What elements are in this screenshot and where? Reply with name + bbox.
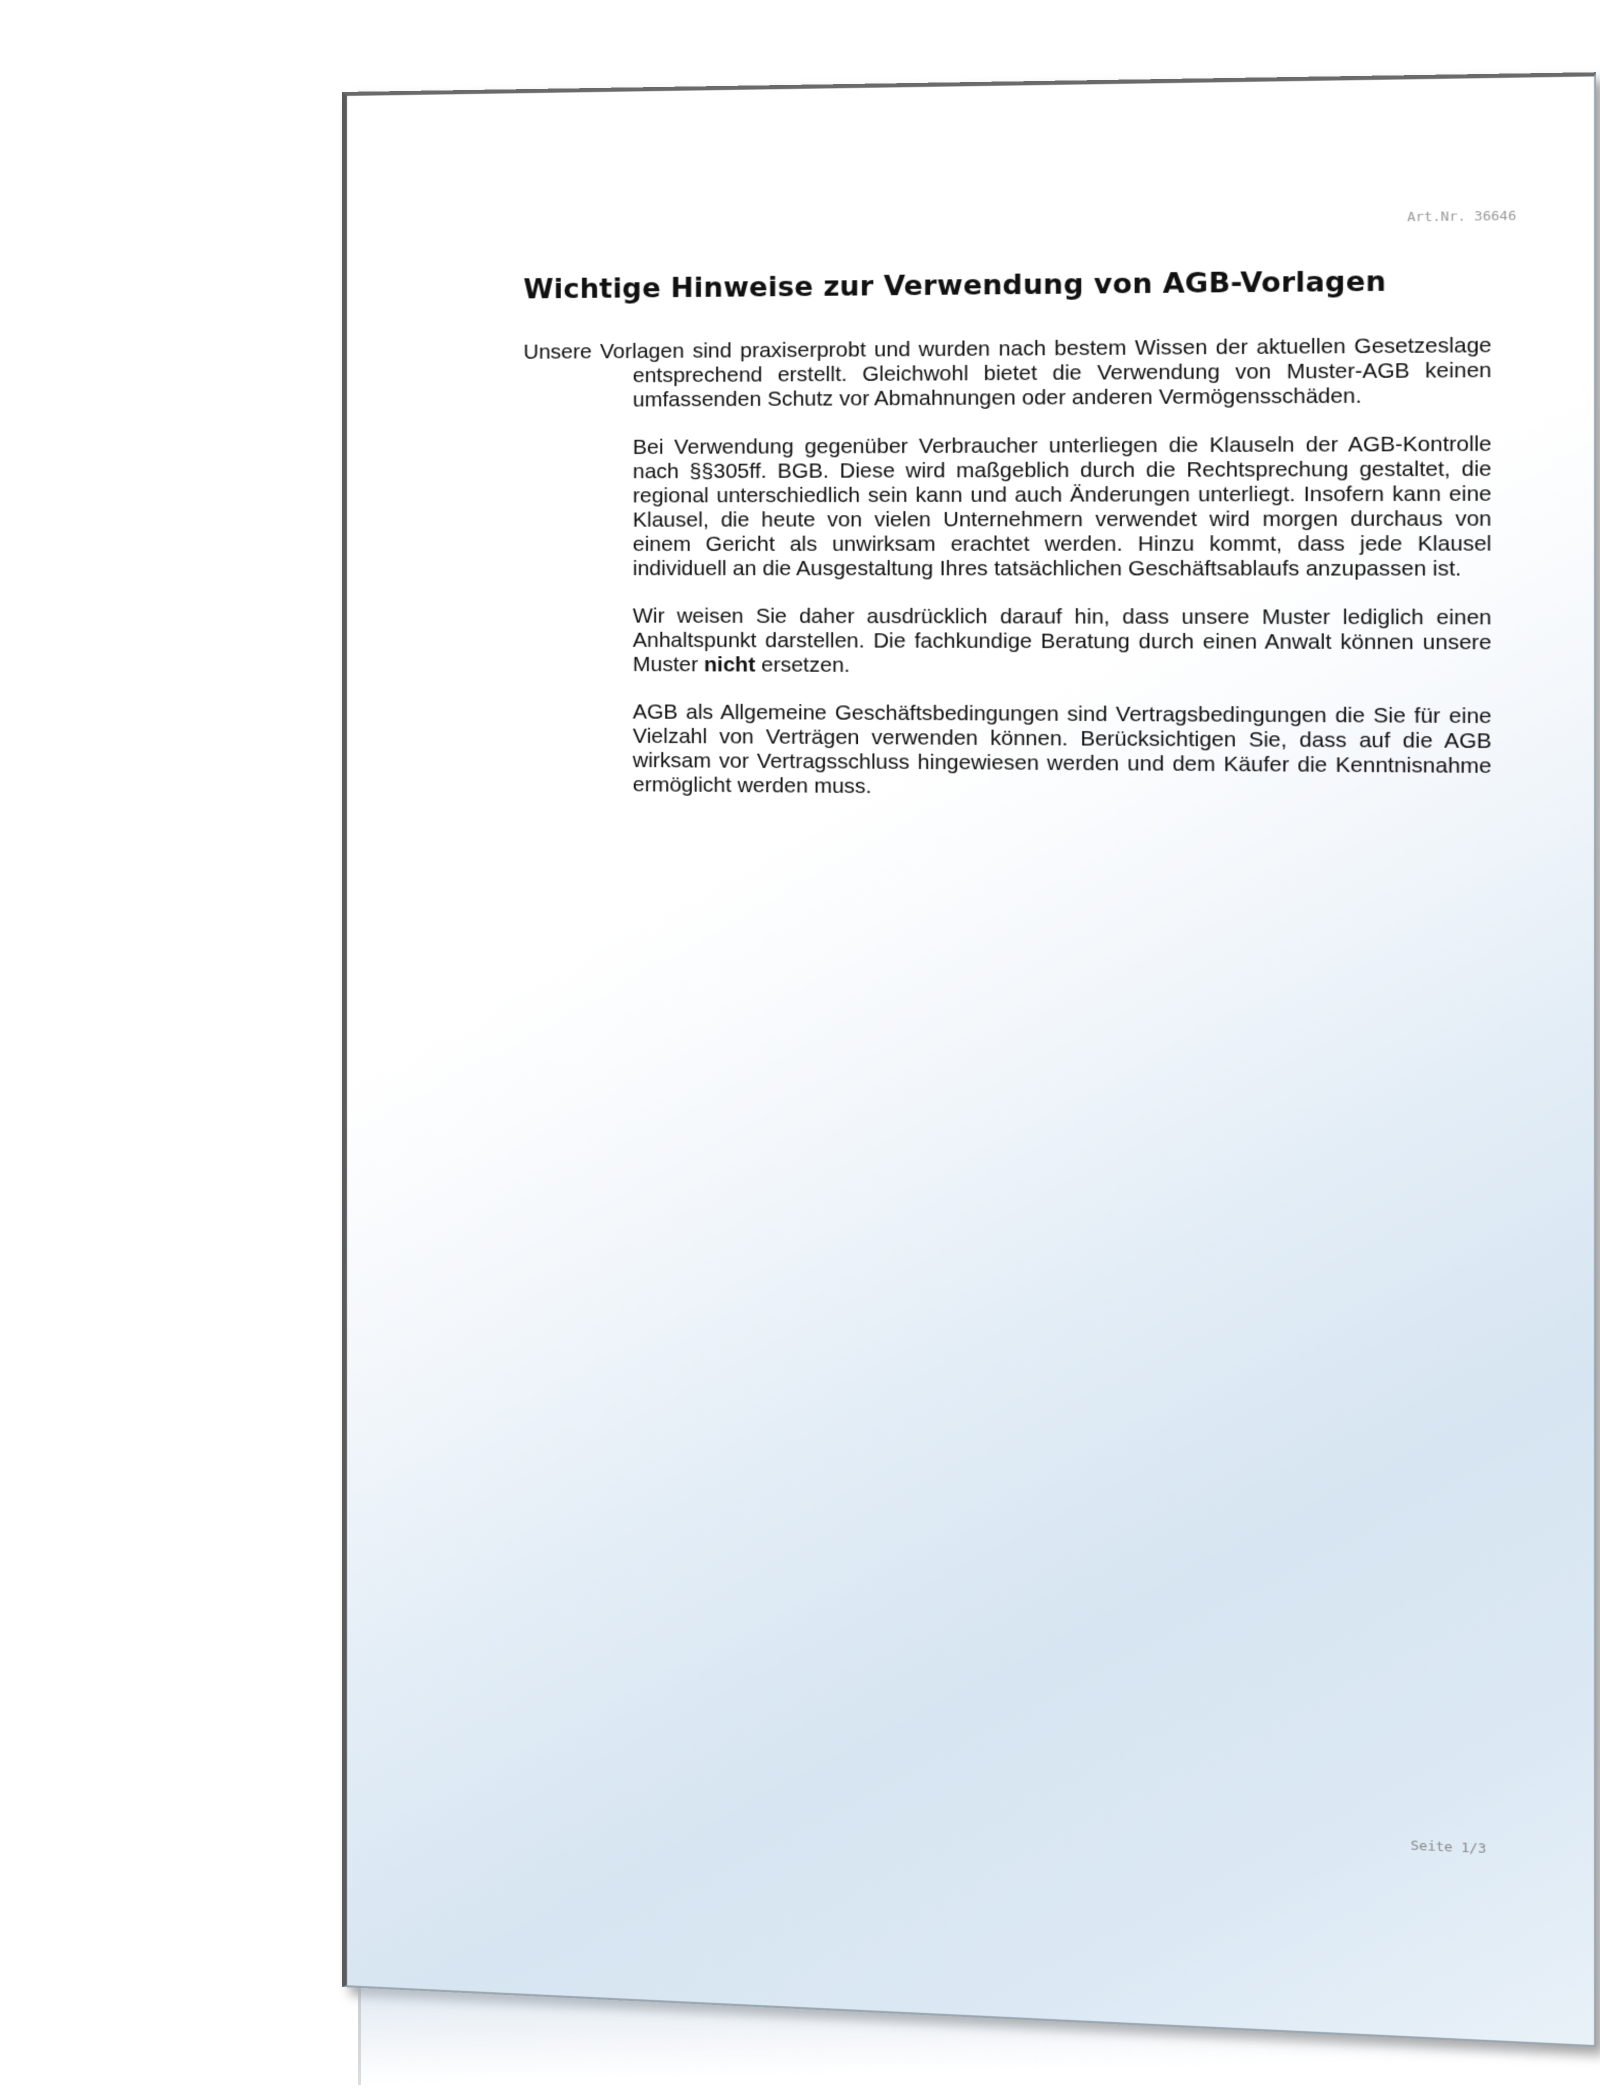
paragraph-3-end: ersetzen. — [755, 653, 851, 677]
page-number: Seite 1/3 — [1410, 1838, 1487, 1858]
document-sheet — [342, 72, 1596, 2047]
paragraph-3-emphasis: nicht — [704, 653, 756, 677]
paragraph-2: Bei Verwendung gegenüber Verbraucher unterliegen die Klauseln der AGB-Kontrolle nach §§305ff. BGB. Diese wird maßgeblich durch die Rechtsprechung gestaltet, die regional unterschiedlich sein kann und auch Änderungen unterliegt. Insofern kann eine Klausel, die heute von vielen Unternehmern verwendet wird morgen durchaus von einem Gericht als unwirksam erachtet werden. Hinzu kommt, dass jede Klausel individuell an die Ausgestaltung Ihres tatsächlichen Geschäftsablaufs anzupassen ist. — [632, 432, 1492, 581]
paragraph-4: AGB als Allgemeine Geschäftsbedingungen sind Vertragsbedingungen die Sie für eine Vielzahl von Verträgen verwenden können. Berücksichtigen Sie, dass auf die AGB wirksam vor Vertragsschluss hingewiesen werden und dem Käufer die Kenntnisnahme ermöglicht werden muss. — [632, 700, 1492, 799]
document-body — [523, 334, 1491, 828]
paragraph-3-text: Wir weisen Sie daher ausdrücklich darauf hin, dass unsere Muster lediglich einen Anhaltspunkt darstellen. Die fachkundige Beratung durch einen Anwalt können unsere Muster — [632, 604, 1492, 677]
document-title: Wichtige Hinweise zur Verwendung von AGB-Vorlagen — [523, 265, 1387, 306]
paragraph-3 — [523, 604, 1491, 680]
paragraph-1: Unsere Vorlagen sind praxiserprobt und wurden nach bestem Wissen der aktuellen Gesetzeslage entsprechend erstellt. Gleichwohl bietet die Verwendung von Muster-AGB keinen umfassenden Schutz vor Abmahnungen oder anderen Vermögensschäden. — [523, 333, 1492, 412]
article-number: Art.Nr. 36646 — [1407, 208, 1517, 226]
